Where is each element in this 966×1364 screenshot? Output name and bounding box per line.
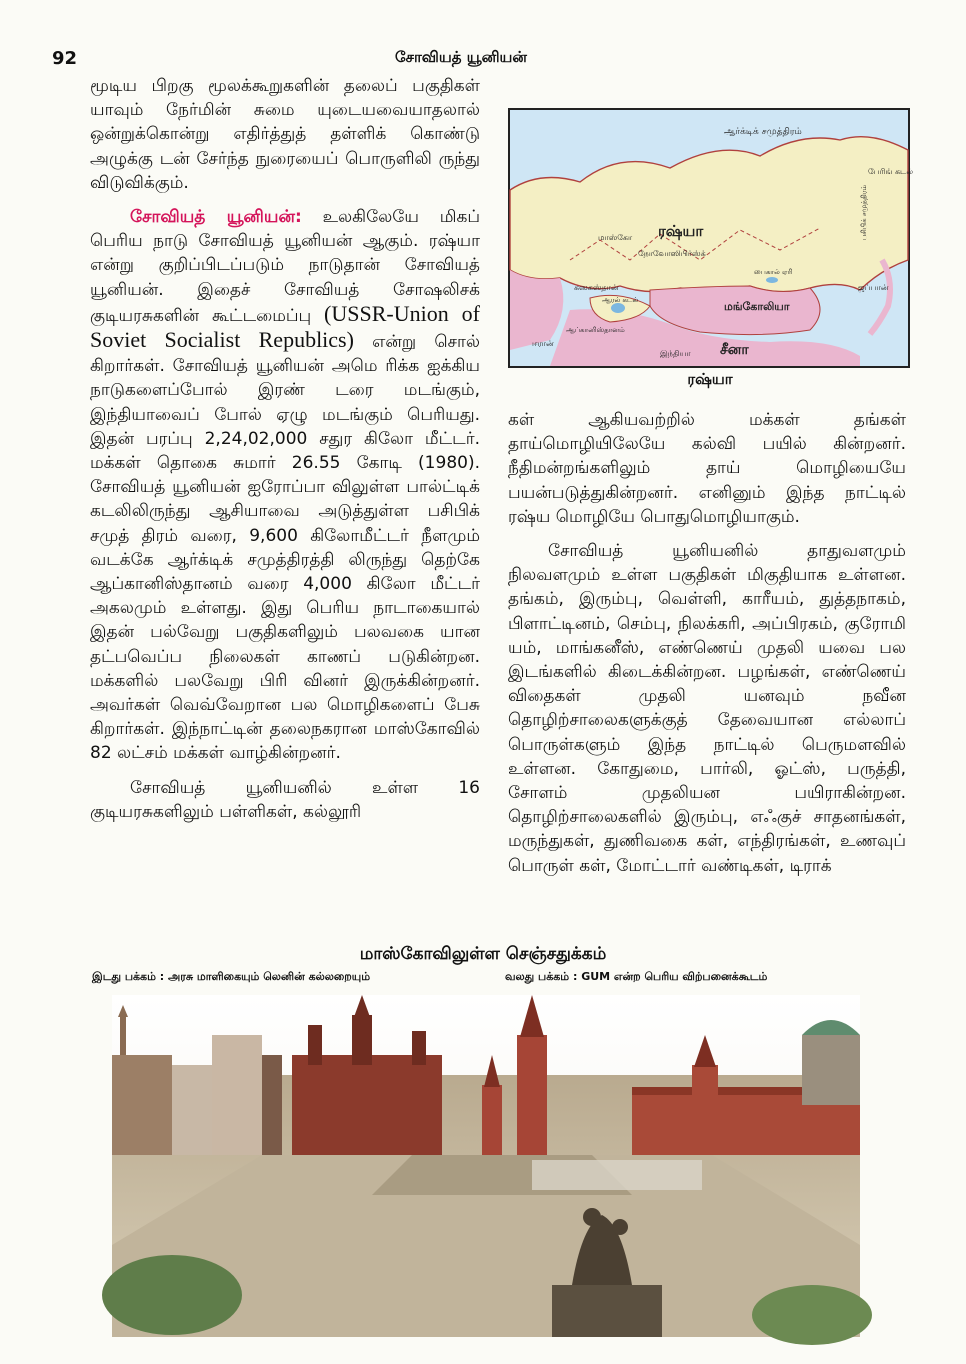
paragraph: கள் ஆகியவற்றில் மக்கள் தங்கள் தாய்மொழியிலேயே கல்வி பயில் கின்றனர். நீதிமன்றங்களிலும் தாய் மொழியையே பயன்படுத்துகின்றனர். எனினும் இந்த நாட்டில் ரஷ்ய மொழியே பொதுமொழியாகும்.: [508, 410, 906, 527]
right-column: [508, 408, 906, 878]
map-label-kazakhstan: கஸகஸ்தான்: [574, 283, 619, 292]
russia-map: [508, 108, 914, 368]
paragraph: சோவியத் யூனியனில் தாதுவளமும் நிலவளமும் உள்ள பகுதிகள் மிகுதியாக உள்ளன. தங்கம், இரும்பு, வெள்ளி, காரீயம், துத்தநாகம், பிளாட்டினம், செம்பு, நிலக்கரி, அப்பிரகம், குரோமி யம், மாங்கனீஸ், எண்ணெய் முதலி யவை பல இடங்களில் கிடைக்கின்றன. பழங்கள், எண்ணெய் விதைகள் முதலி யனவும் நவீன தொழிற்சாலைகளுக்குத் தேவையான எல்லாப் பொருள்களும் இந்த நாட்டில் பெருமளவில் உள்ளன. கோதுமை, பார்லி, ஓட்ஸ், பருத்தி, சோளம் முதலியன பயிராகின்றன. தொழிற்சாலைகளில் இரும்பு, எஃகுச் சாதனங்கள், மருந்துகள், துணிவகை கள், எந்திரங்கள், உணவுப் பொருள் கள், மோட்டார் வண்டிகள், டிராக்: [508, 541, 906, 876]
map-label-moscow: மாஸ்கோ: [598, 233, 633, 242]
map-label-japan: ஜப்பான்: [858, 283, 889, 292]
paragraph: மூடிய பிறகு மூலக்கூறுகளின் தலைப் பகுதிகள் யாவும் நேர்மின் சுமை யுடையவையாதலால் ஒன்றுக்கொன்று எதிர்த்துத் தள்ளிக் கொண்டு அழுக்கு டன் சேர்ந்த நுரையைப் பொருளிலி ருந்து விடுவிக்கும்.: [90, 76, 480, 193]
text-run: உலகிலேயே மிகப் பெரிய நாடு சோவியத் யூனியன் ஆகும். ரஷ்யா என்று குறிப்பிடப்படும் நாடுதான் சோவியத் யூனியன். இதைச் சோவியத் சோஷலிசக் குடியரசுகளின் கூட்டமைப்பு: [90, 207, 480, 326]
map-label-iran: ஈரான்: [532, 339, 554, 348]
paragraph: சோவியத் யூனியனில் உள்ள 16 குடியரசுகளிலும் பள்ளிகள், கல்லூரி: [90, 777, 480, 822]
english-term: (USSR-Union of Soviet Socialist Republics): [90, 300, 480, 353]
photo-title: மாஸ்கோவிலுள்ள செஞ்சதுக்கம்: [359, 944, 607, 964]
map-label-arctic: ஆர்க்டிக் சமுத்திரம்: [724, 127, 802, 137]
map-label-mongolia: மங்கோலியா: [724, 300, 790, 313]
map-label-afghanistan: ஆப்கானிஸ்தானம்: [566, 326, 625, 334]
page-number: 92: [52, 48, 78, 69]
photo-right-note: வலது பக்கம் : GUM என்ற பெரிய விற்பனைக்கூடம்: [505, 970, 768, 983]
map-label-pacific: பசிபிக் சமுத்திரம்: [860, 185, 868, 240]
running-title: சோவியத் யூனியன்: [395, 48, 527, 66]
map-label-aral: ஆரல் கடல்: [602, 296, 639, 304]
map-label-china: சீனா: [720, 342, 749, 358]
map-label-bering: பேரிங் கடல்: [868, 167, 914, 176]
map-label-baikal: பைகால் ஏரி: [754, 268, 793, 276]
map-label-india: இந்தியா: [660, 349, 691, 358]
section-heading: சோவியத் யூனியன்:: [130, 207, 302, 228]
paragraph: [90, 205, 480, 766]
map-graphic: [510, 110, 914, 366]
left-column: [90, 74, 480, 824]
map-label-russia: ரஷ்யா: [658, 222, 704, 240]
red-square-photo: [112, 995, 860, 1337]
map-label-novosibirsk: நோவோஸிபிர்ஸ்க்: [638, 249, 706, 258]
map-caption: ரஷ்யா: [687, 370, 733, 388]
photo-left-note: இடது பக்கம் : அரசு மாளிகையும் லெனின் கல்லறையும்: [92, 970, 371, 983]
text-run: என்று சொல் கிறார்கள். சோவியத் யூனியன் அமெ ரிக்க ஐக்கிய நாடுகளைப்போல் இரண் டரை மடங்கும், இந்தியாவைப் போல் ஏழு மடங்கும் பெரியது. இதன் பரப்பு 2,24,02,000 சதுர கிலோ மீட்டர். மக்கள் தொகை சுமார் 26.55 கோடி (1980). சோவியத் யூனியன் ஐரோப்பா விலுள்ள பால்ட்டிக் கடலிலிருந்து ஆசியாவை அடுத்துள்ள பசிபிக் சமுத் திரம் வரை, 9,600 கிலோமீட்டர் நீளமும் வடக்கே ஆர்க்டிக் சமுத்திரத்தி லிருந்து தெற்கே ஆப்கானிஸ்தானம் வரை 4,000 கிலோ மீட்டர் அகலமும் உள்ளது. இது பெரிய நாடாகையால் இதன் பல்வேறு பகுதிகளிலும் பலவகை யான தட்பவெப்ப நிலைகள் காணப் படுகின்றன. மக்களில் பலவேறு பிரி வினர் இருக்கின்றனர். அவர்கள் வெவ்வேறான பல மொழிகளைப் பேசு கிறார்கள். இந்நாட்டின் தலைநகரான மாஸ்கோவில் 82 லட்சம் மக்கள் வாழ்கின்றனர்.: [90, 332, 480, 764]
